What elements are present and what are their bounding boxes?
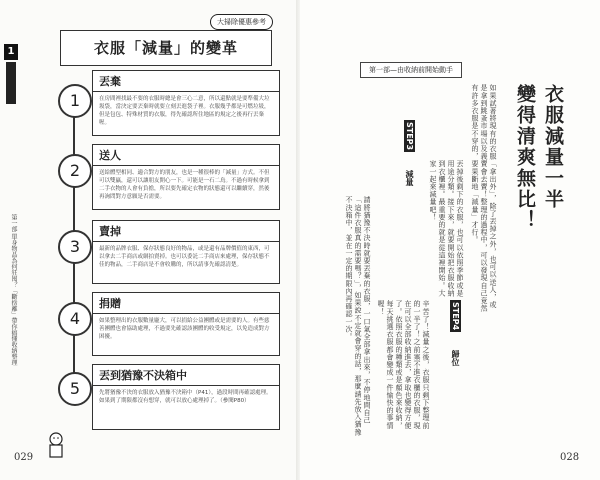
- page-number: 029: [14, 452, 34, 463]
- step3-label: STEP3: [405, 122, 414, 151]
- item-title: 丟到猶豫不決箱中: [93, 365, 279, 386]
- item-card-undecided-box: [92, 364, 280, 430]
- body-paragraph: 丟掉後剩下的衣服，也可以依照季節或是用途分類。接下來，就要開始把衣服收納到衣櫃裡。最重要的就是從這裡開始。大家一起來減量吧！: [429, 160, 464, 297]
- item-body: 送給體型相同、適合對方的朋友，也是一種很棒的「減量」方式。不但可以雙贏，還可以讓朋友開心一下。可能是一石二鳥。不過有時候拿到二手衣物的人會有負擔，所以要先確定衣物的狀態還可以繼續穿，然後再詢問對方意願是否需要。: [99, 170, 270, 200]
- step3-body: 請將猶豫不決時就要丟棄的衣服，一口氣全部拿出來，不停地問自己「這件衣服真的需要嗎？」，如果說不定就會穿的話，那麼請先放入猶豫不決箱中，並在一定的期限內再確認一次。: [345, 196, 371, 436]
- item-number-circle: 3: [58, 230, 92, 264]
- section-label: 第一部—由收納前開始動手: [360, 62, 462, 78]
- step4-label: STEP4: [451, 302, 460, 331]
- item-title: 丟棄: [93, 71, 279, 92]
- item-title: 賣掉: [93, 221, 279, 242]
- item-title: 送人: [93, 145, 279, 166]
- step3-name: 減量: [405, 170, 414, 186]
- character-doodle-icon: [44, 430, 68, 462]
- item-card-donate: [92, 292, 280, 356]
- intro-paragraph: 如果試著將現有的衣服「拿出外」，除了丟掉之外，也可以送人，或是拿到跳蚤市場以及義賣會去賣！整理的過程中，可以發現自己竟然有許多衣服是不穿的，要果斷地「減量」才行。: [471, 84, 497, 312]
- step4-body: 辛苦了！減量之後，衣服只剩下整理前的一半了！之前塞不進衣櫃的衣服，現在可以全部收納進去，拿取也變得方便了。依照衣服的種類或是顏色來收納，每天挑選衣服都會變成一件愉快的事情喔！: [377, 300, 430, 430]
- chapter-vertical-title: 第一部 單身物品為何狂囤？「斷捨離」帶你搞懂收納整理: [10, 214, 17, 366]
- item-body: 如果整理出的衣服數量龐大，可以捐給公益團體或是需要的人。有些慈善團體也會協助處理，不過要先確認該團體的收受規定，以免造成對方困擾。: [99, 318, 270, 340]
- headline-line-2: 變得清爽無比！: [514, 84, 536, 231]
- item-body: 最新的品牌衣服、保存狀態良好的物品，或是還有品牌價值的東西，可以拿去二手商店或網拍賣掉。也可以委託二手商店來處理，保存狀態不佳的物品，二手商店是不會收購的，所以請事先確認清楚。: [99, 246, 270, 268]
- item-number-circle: 5: [58, 372, 92, 406]
- section-title: 衣服「減量」的變革: [93, 39, 238, 57]
- item-number-circle: 1: [58, 84, 92, 118]
- item-body: 先將猶豫不決的衣服放入猶豫不決箱中（P41），過段時間再確認處理。如果到了期限都沒有想穿，就可以放心處理掉了。（參閱P80）: [99, 390, 272, 404]
- chapter-side-tab: [0, 44, 22, 454]
- tab-bar: [6, 62, 16, 104]
- item-card-discard: [92, 70, 280, 136]
- section-title-box: [60, 30, 272, 66]
- item-number-circle: 2: [58, 154, 92, 188]
- headline-line-1: 衣服減量一半: [542, 84, 564, 210]
- item-title: 捐贈: [93, 293, 279, 314]
- item-body: 在房間裡找最不要的衣服時總是會三心二意，所以還點就是要準備大垃圾袋，當決定要丟棄時就要立刻丟進袋子裡。衣服幾乎都是可燃垃圾，但是包包、特殊材質的衣服，得先確認所住地區的規定之後再行丟棄喔。: [99, 96, 270, 126]
- chapter-number: 1: [4, 44, 18, 60]
- item-card-give: [92, 144, 280, 210]
- page-number: 028: [560, 452, 580, 463]
- item-number-circle: 4: [58, 302, 92, 336]
- step4-name: 歸位: [451, 350, 460, 366]
- item-card-sell: [92, 220, 280, 284]
- sale-badge: 大掃除優惠參考: [210, 14, 273, 30]
